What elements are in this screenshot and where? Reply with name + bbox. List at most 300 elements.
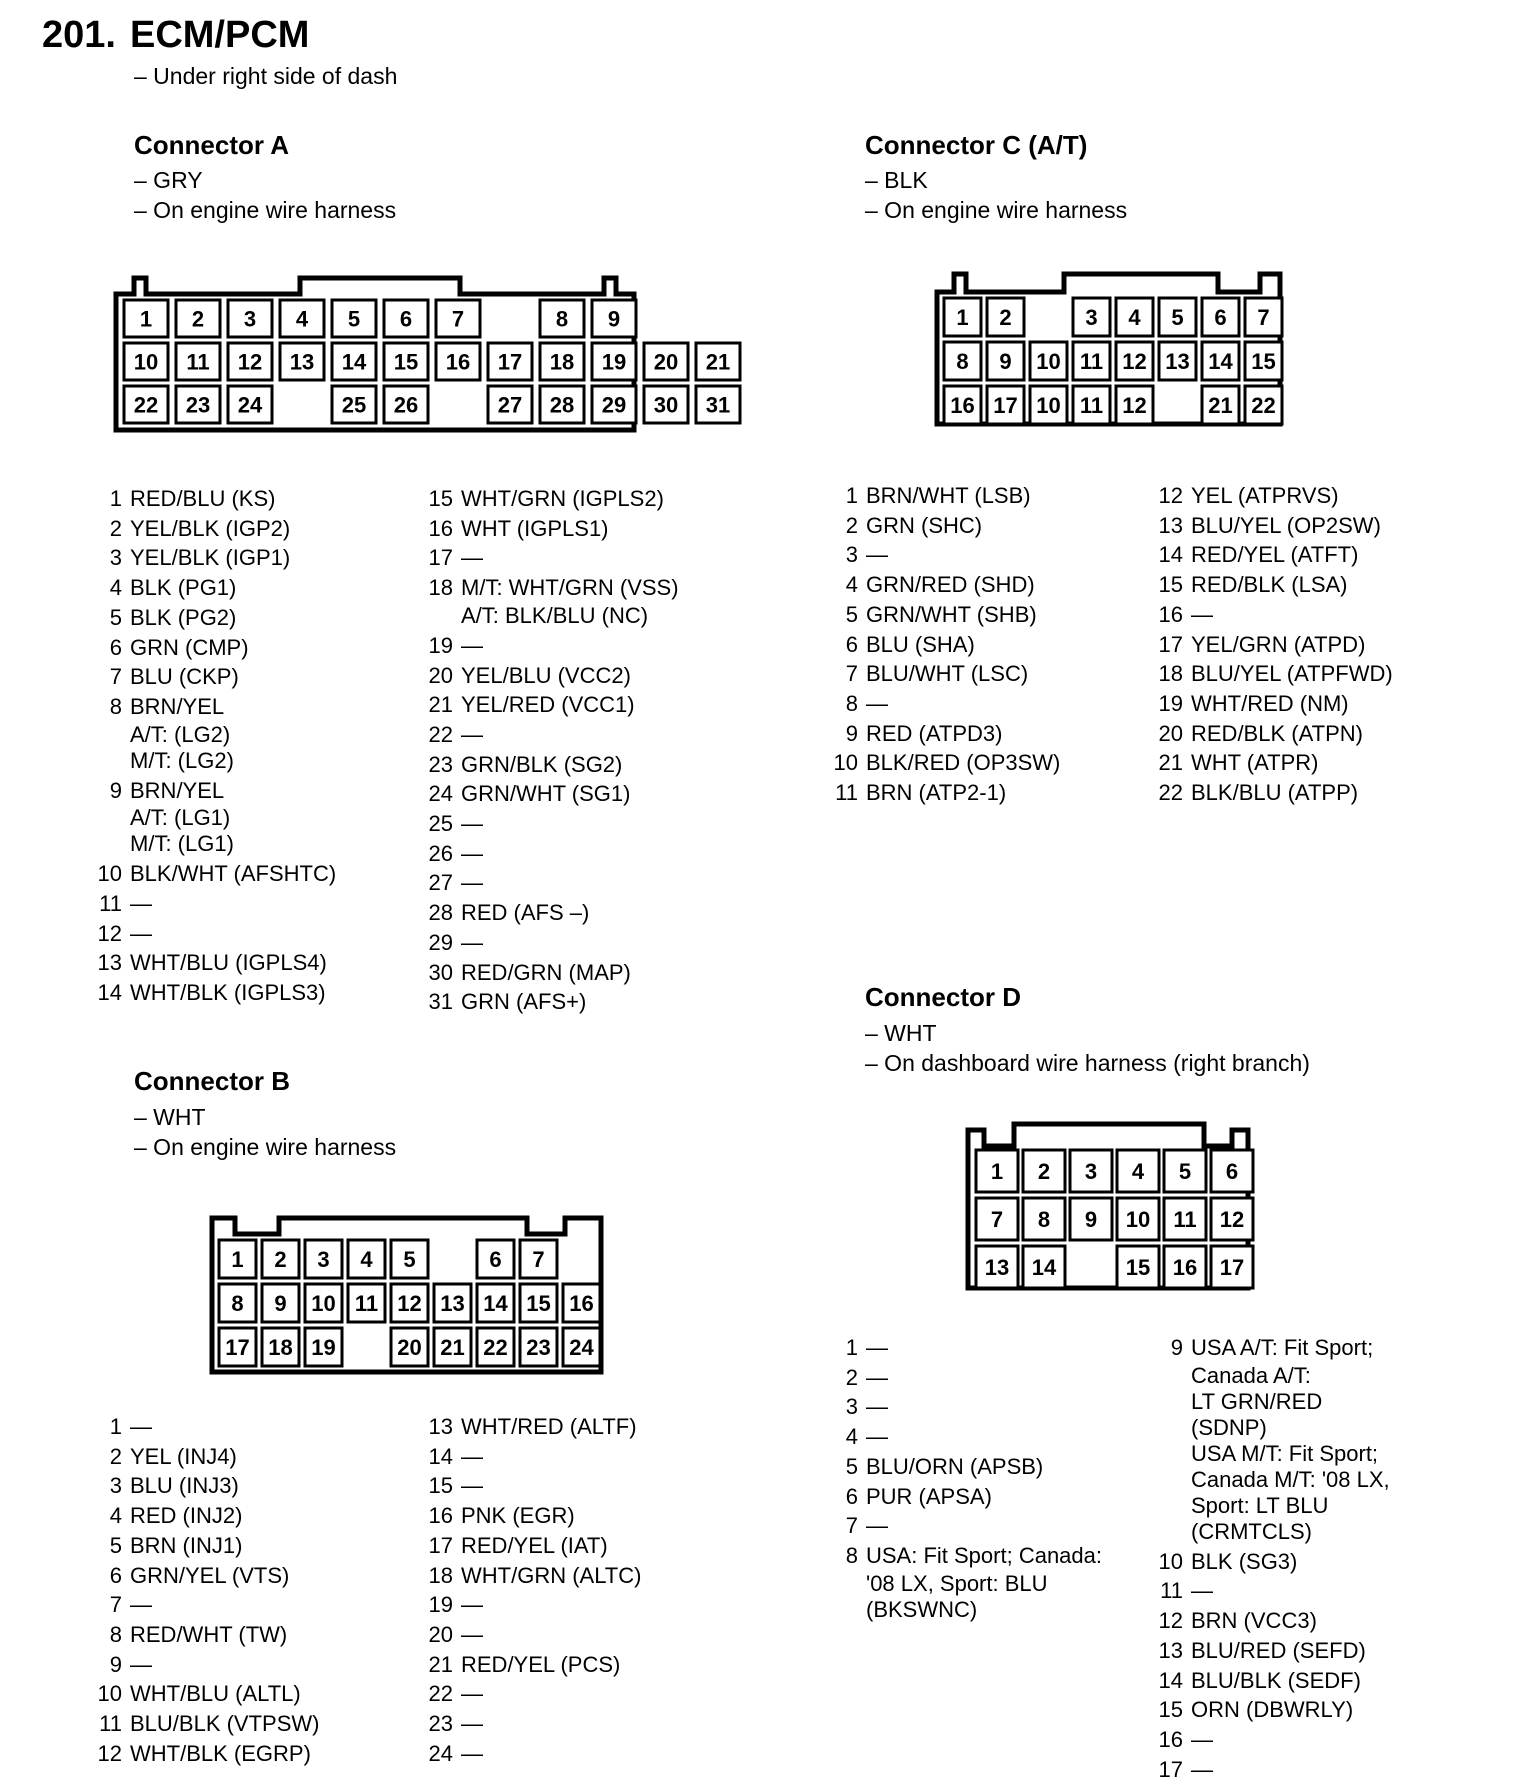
pin-description <box>130 1620 287 1650</box>
connector-a-cavity-number: 20 <box>653 349 679 375</box>
pin-number: 9 <box>845 720 858 746</box>
connector-a-color: – GRY <box>134 167 203 193</box>
connector-b-cavity-number: 8 <box>231 1290 244 1316</box>
pin-description-line: BLK (SG3) <box>1191 1548 1298 1574</box>
pin-description <box>461 898 589 928</box>
pin-number: 6 <box>109 1562 122 1588</box>
pin-number: 17 <box>1158 631 1183 657</box>
connector-c-cavity-number: 16 <box>950 392 975 418</box>
connector-a-cavity-number: 21 <box>705 349 731 375</box>
pin-description <box>461 1442 483 1472</box>
pin-number: 16 <box>1158 601 1183 627</box>
pin-row <box>96 859 336 889</box>
pin-row <box>96 662 336 692</box>
pin-description-line: GRN (AFS+) <box>461 989 587 1015</box>
connector-a-cavity-number: 31 <box>705 392 731 418</box>
pin-number: 21 <box>1158 750 1183 776</box>
pin-description-line: A/T: (LG1) <box>130 805 231 831</box>
connector-b-cavity-number: 12 <box>397 1290 422 1316</box>
pin-description-line: BLU/BLK (SEDF) <box>1191 1667 1361 1693</box>
connector-d-cavity-number: 13 <box>984 1254 1010 1280</box>
pin-number: 22 <box>428 721 453 747</box>
connector-b-cavity-number: 6 <box>489 1246 502 1272</box>
pin-description <box>130 484 275 514</box>
pin-number: 16 <box>1158 1726 1183 1752</box>
pin-description <box>130 1679 301 1709</box>
pin-number: 1 <box>109 486 122 511</box>
connector-c-cavity-number: 7 <box>1257 304 1270 330</box>
connector-c-cavity-number: 2 <box>999 304 1012 330</box>
pin-number: 17 <box>1158 1756 1183 1782</box>
pin-number: 12 <box>1158 1608 1183 1634</box>
pin-row <box>1157 1333 1390 1545</box>
pin-row <box>427 1442 641 1472</box>
pin-row <box>96 978 336 1008</box>
pin-description <box>1191 1333 1390 1545</box>
connector-a-cavity-number: 30 <box>653 392 679 418</box>
pin-description <box>1191 540 1358 570</box>
pin-description-line: BLU/WHT (LSC) <box>866 661 1029 687</box>
pin-row <box>832 1511 1102 1541</box>
pin-description-line: BLK (PG2) <box>130 604 237 630</box>
pin-description-line: BLU/BLK (VTPSW) <box>130 1711 320 1737</box>
connector-a-cavity-number: 28 <box>549 392 575 418</box>
connector-d-cavities <box>976 1150 1253 1288</box>
pin-number: 24 <box>428 1740 453 1766</box>
connector-c-harness: – On engine wire harness <box>865 197 1128 223</box>
pin-row <box>427 573 679 629</box>
connector-b-cavity-number: 14 <box>483 1290 508 1316</box>
pin-description-line: LT GRN/RED <box>1191 1388 1323 1414</box>
pin-number: 12 <box>1158 483 1183 508</box>
pin-description <box>461 1590 483 1620</box>
pin-number: 7 <box>109 1592 122 1618</box>
pin-description <box>461 779 630 809</box>
connector-a-cavity-number: 3 <box>243 306 257 332</box>
pin-number: 11 <box>1160 1578 1183 1604</box>
connector-b-cavity-number: 2 <box>274 1246 287 1272</box>
pin-number: 14 <box>1158 542 1183 568</box>
pin-description-line: — <box>1191 601 1213 627</box>
connector-c-cavity-number: 22 <box>1251 392 1276 418</box>
pin-number: 4 <box>845 1424 858 1450</box>
pin-description <box>866 600 1037 630</box>
pin-row <box>427 514 679 544</box>
pin-description <box>1191 630 1365 660</box>
pin-description <box>461 958 631 988</box>
pin-description <box>1191 570 1348 600</box>
pin-description-line: WHT/BLK (IGPLS3) <box>130 980 326 1006</box>
pin-description <box>130 889 152 919</box>
connector-a-cavity-number: 12 <box>237 349 263 375</box>
pin-row <box>427 1679 641 1709</box>
pin-row <box>96 1531 319 1561</box>
pin-number: 7 <box>845 1513 858 1539</box>
pin-description-line: YEL/BLK (IGP1) <box>130 545 291 571</box>
pin-number: 14 <box>428 1443 453 1469</box>
pin-description <box>130 1412 152 1442</box>
connector-b-cavity-number: 22 <box>483 1334 508 1360</box>
connector-a-pinlist-left <box>96 484 336 1008</box>
pin-row <box>96 692 336 774</box>
pin-description-line: WHT/GRN (ALTC) <box>461 1562 642 1588</box>
component-name: ECM/PCM <box>129 14 310 56</box>
connector-c-cavity-number: 1 <box>956 304 969 330</box>
connector-b-pinlist-right <box>427 1412 641 1768</box>
pin-number: 17 <box>428 545 453 571</box>
pin-description <box>461 661 631 691</box>
pin-row <box>427 1739 641 1769</box>
pin-row <box>96 889 336 919</box>
pin-row <box>427 661 679 691</box>
pin-row <box>832 570 1060 600</box>
connector-b-cavity-number: 23 <box>526 1334 551 1360</box>
pin-number: 6 <box>845 631 858 657</box>
pin-row <box>96 514 336 544</box>
pin-number: 15 <box>1158 1697 1183 1723</box>
pin-description-line: YEL (ATPRVS) <box>1191 483 1339 508</box>
pin-row <box>832 689 1060 719</box>
connector-d-face <box>962 1120 1262 1300</box>
pin-description-line: — <box>866 1335 888 1360</box>
pin-number: 19 <box>428 1592 453 1618</box>
pin-number: 12 <box>97 920 122 946</box>
pin-row <box>1157 540 1393 570</box>
connector-d-pinlist-right <box>1157 1333 1390 1784</box>
pin-description-line: USA A/T: Fit Sport; <box>1191 1335 1374 1360</box>
pin-description-line: YEL/BLK (IGP2) <box>130 515 291 541</box>
pin-number: 31 <box>428 989 453 1015</box>
connector-d-cavity-number: 10 <box>1125 1206 1151 1232</box>
pin-description <box>130 948 327 978</box>
pin-description <box>461 543 483 573</box>
connector-d-pinlist-left <box>832 1333 1102 1625</box>
pin-description <box>1191 1547 1297 1577</box>
pin-row <box>1157 719 1393 749</box>
pin-description-line: BLK (PG1) <box>130 575 237 601</box>
connector-b-cavity-number: 5 <box>403 1246 416 1272</box>
pin-number: 3 <box>109 545 122 571</box>
component-number: 201. <box>42 14 116 56</box>
pin-number: 8 <box>845 690 858 716</box>
pin-number: 9 <box>1170 1335 1183 1360</box>
pin-row <box>427 484 679 514</box>
pin-description <box>130 1590 152 1620</box>
pin-row <box>96 1412 319 1442</box>
pin-number: 9 <box>109 1651 122 1677</box>
connector-c-face <box>930 268 1290 438</box>
pin-number: 26 <box>428 840 453 866</box>
pin-description-line: PUR (APSA) <box>866 1483 992 1509</box>
connector-b-cavity-number: 18 <box>268 1334 293 1360</box>
pin-description-line: BLK/WHT (AFSHTC) <box>130 861 337 887</box>
pin-row <box>427 958 679 988</box>
pin-description-line: YEL/BLU (VCC2) <box>461 662 631 688</box>
pin-description-line: RED (INJ2) <box>130 1503 243 1529</box>
pin-description <box>130 978 326 1008</box>
pin-description <box>130 603 236 633</box>
pin-description-line: WHT/RED (NM) <box>1191 690 1349 716</box>
pin-number: 10 <box>97 1681 122 1707</box>
pin-number: 19 <box>1158 690 1183 716</box>
pin-number: 16 <box>428 515 453 541</box>
pin-row <box>1157 778 1393 808</box>
connector-a-title: Connector A <box>134 130 290 160</box>
connector-c-cavity-number: 12 <box>1122 348 1147 374</box>
pin-row <box>96 1442 319 1472</box>
pin-description <box>130 1442 237 1472</box>
connector-d-cavity-number: 12 <box>1219 1206 1245 1232</box>
connector-a-cavity-number: 10 <box>133 349 159 375</box>
pin-number: 13 <box>428 1414 453 1439</box>
connector-c-cavity-number: 21 <box>1208 392 1233 418</box>
pin-number: 10 <box>97 861 122 887</box>
pin-description <box>866 1422 888 1452</box>
pin-number: 19 <box>428 632 453 658</box>
pin-row <box>427 1620 641 1650</box>
pin-description-line: A/T: (LG2) <box>130 721 231 747</box>
connector-a-face <box>110 268 731 438</box>
pin-row <box>427 1471 641 1501</box>
connector-b-cavities <box>219 1240 600 1366</box>
pin-description-line: — <box>130 1414 152 1439</box>
pin-number: 22 <box>428 1681 453 1707</box>
pin-description <box>461 1739 483 1769</box>
pin-row <box>832 600 1060 630</box>
pin-description-line: M/T: (LG2) <box>130 747 234 773</box>
pin-number: 1 <box>845 483 858 508</box>
connector-b-pinlist-left <box>96 1412 319 1768</box>
pin-description <box>461 1679 483 1709</box>
pin-number: 14 <box>97 980 122 1006</box>
pin-description-line: M/T: WHT/GRN (VSS) <box>461 575 679 601</box>
pin-number: 16 <box>428 1503 453 1529</box>
pin-description <box>130 662 239 692</box>
pin-description <box>461 868 483 898</box>
pin-description-line: BRN (INJ1) <box>130 1532 243 1558</box>
connector-a-cavity-number: 5 <box>347 306 361 332</box>
pin-number: 23 <box>428 1711 453 1737</box>
pin-number: 1 <box>109 1414 122 1439</box>
pin-description-line: — <box>130 1592 152 1618</box>
connector-b-cavity-number: 10 <box>311 1290 336 1316</box>
pin-description <box>866 511 982 541</box>
pin-description <box>866 570 1035 600</box>
pin-description <box>130 573 236 603</box>
pin-row <box>832 540 1060 570</box>
pin-description <box>461 809 483 839</box>
connector-a-cavity-number: 29 <box>601 392 627 418</box>
pin-row <box>427 1709 641 1739</box>
pin-number: 3 <box>845 1394 858 1420</box>
pin-row <box>1157 689 1393 719</box>
pin-description-line: RED/BLK (ATPN) <box>1191 720 1363 746</box>
pin-row <box>96 484 336 514</box>
pin-number: 5 <box>109 604 122 630</box>
connector-a-pinlist-right <box>427 484 679 1017</box>
pin-description <box>461 514 609 544</box>
pin-description-line: M/T: (LG1) <box>130 831 234 857</box>
pin-description-line: — <box>866 1513 888 1539</box>
pin-description <box>130 633 249 663</box>
connector-a-cavity-number: 2 <box>191 306 205 332</box>
connector-a-cavity-number: 23 <box>185 392 211 418</box>
pin-number: 7 <box>845 661 858 687</box>
pin-row <box>832 481 1060 511</box>
connector-b-cavity-number: 16 <box>569 1290 594 1316</box>
pin-description-line: — <box>461 721 483 747</box>
pin-description-line: ORN (DBWRLY) <box>1191 1697 1354 1723</box>
connector-b-cavity-number: 20 <box>397 1334 422 1360</box>
pin-description <box>1191 1606 1317 1636</box>
pin-description <box>461 1471 483 1501</box>
connector-c-cavity-number: 14 <box>1208 348 1233 374</box>
pin-description <box>461 750 622 780</box>
pin-description-line: BLU (CKP) <box>130 664 239 690</box>
pin-description-line: — <box>461 1681 483 1707</box>
pin-description-line: BRN (VCC3) <box>1191 1608 1317 1634</box>
pin-description <box>866 1392 888 1422</box>
connector-d-cavity-number: 15 <box>1125 1254 1151 1280</box>
pin-number: 17 <box>428 1532 453 1558</box>
pin-number: 2 <box>109 515 122 541</box>
pin-description-line: WHT/RED (ALTF) <box>461 1414 637 1439</box>
pin-description-line: (BKSWNC) <box>866 1596 978 1622</box>
pin-row <box>427 898 679 928</box>
pin-description <box>130 1501 242 1531</box>
pin-description <box>461 839 483 869</box>
pin-row <box>427 720 679 750</box>
pin-number: 8 <box>109 1621 122 1647</box>
connector-a-cavity-number: 16 <box>445 349 471 375</box>
pin-description <box>866 1452 1043 1482</box>
pin-description <box>866 1541 1102 1623</box>
pin-row <box>427 750 679 780</box>
pin-description-line: RED/BLK (LSA) <box>1191 572 1348 598</box>
pin-number: 2 <box>845 512 858 538</box>
pin-number: 18 <box>428 1562 453 1588</box>
connector-b-cavity-number: 9 <box>274 1290 287 1316</box>
pin-description-line: — <box>461 1740 483 1766</box>
connector-a-cavity-number: 7 <box>451 306 465 332</box>
pin-description-line: USA: Fit Sport; Canada: <box>866 1542 1102 1568</box>
connector-b-cavity-number: 3 <box>317 1246 330 1272</box>
pin-description <box>866 540 888 570</box>
pin-row <box>1157 1547 1390 1577</box>
pin-description-line: — <box>461 1621 483 1647</box>
pin-row <box>1157 600 1393 630</box>
pin-row <box>832 778 1060 808</box>
pin-number: 2 <box>109 1443 122 1469</box>
pin-row <box>96 948 336 978</box>
connector-c-pinlist-right <box>1157 481 1393 808</box>
pin-description <box>1191 748 1319 778</box>
pin-row <box>96 1650 319 1680</box>
pin-description <box>461 1501 575 1531</box>
pin-row <box>832 1363 1102 1393</box>
pin-number: 11 <box>835 780 858 806</box>
pin-description-line: RED/YEL (PCS) <box>461 1651 621 1677</box>
connector-d-cavity-number: 6 <box>1225 1158 1239 1184</box>
pin-number: 7 <box>109 664 122 690</box>
pin-description-line: — <box>461 811 483 837</box>
pin-description-line: YEL/RED (VCC1) <box>461 692 635 718</box>
connector-c-cavity-number: 3 <box>1085 304 1098 330</box>
pin-description-line: WHT (IGPLS1) <box>461 515 609 541</box>
pin-row <box>832 1392 1102 1422</box>
pin-number: 28 <box>428 900 453 926</box>
connector-b-cavity-number: 17 <box>225 1334 250 1360</box>
connector-c-cavity-number: 15 <box>1251 348 1276 374</box>
pin-number: 18 <box>1158 661 1183 687</box>
pin-number: 5 <box>845 601 858 627</box>
pin-description-line: — <box>866 1364 888 1390</box>
pin-row <box>1157 511 1393 541</box>
pin-description <box>461 1650 620 1680</box>
pin-description-line: — <box>461 1473 483 1499</box>
pin-row <box>96 1620 319 1650</box>
connector-d-cavity-number: 11 <box>1173 1206 1197 1232</box>
pin-description <box>866 689 888 719</box>
pin-description-line: RED/WHT (TW) <box>130 1621 288 1647</box>
pin-description <box>130 1531 242 1561</box>
connector-d-cavity-number: 8 <box>1037 1206 1051 1232</box>
component-location: – Under right side of dash <box>134 63 398 89</box>
pin-number: 25 <box>428 811 453 837</box>
pin-description-line: WHT/GRN (IGPLS2) <box>461 486 664 511</box>
pin-description <box>461 987 586 1017</box>
pin-description-line: Sport: LT BLU <box>1191 1492 1329 1518</box>
connector-c-title: Connector C (A/T) <box>865 130 1088 160</box>
pin-row <box>832 1422 1102 1452</box>
pin-number: 10 <box>1158 1548 1183 1574</box>
pin-description-line: RED/GRN (MAP) <box>461 959 631 985</box>
pin-description <box>866 630 975 660</box>
connector-a-cavity-number: 11 <box>186 349 210 375</box>
pin-number: 20 <box>428 662 453 688</box>
pin-description-line: (CRMTCLS) <box>1191 1518 1312 1544</box>
pin-description-line: GRN (SHC) <box>866 512 983 538</box>
pin-number: 8 <box>845 1542 858 1568</box>
pin-number: 9 <box>109 777 122 803</box>
pin-number: 30 <box>428 959 453 985</box>
pin-description <box>130 514 290 544</box>
pin-row <box>1157 1755 1390 1785</box>
pin-description-line: RED/YEL (IAT) <box>461 1532 608 1558</box>
pin-number: 20 <box>428 1621 453 1647</box>
pin-description <box>1191 600 1213 630</box>
pin-description-line: — <box>461 929 483 955</box>
connector-b-title: Connector B <box>134 1066 290 1096</box>
connector-a-cavity-number: 14 <box>341 349 367 375</box>
pin-row <box>1157 481 1393 511</box>
pin-description-line: — <box>461 1443 483 1469</box>
pin-row <box>96 919 336 949</box>
connector-a-cavity-number: 15 <box>393 349 419 375</box>
pin-description <box>1191 689 1349 719</box>
pin-description <box>1191 1695 1353 1725</box>
pin-description <box>866 1333 888 1363</box>
pin-description-line: GRN (CMP) <box>130 634 249 660</box>
connector-d-cavity-number: 16 <box>1172 1254 1198 1280</box>
pin-description <box>130 859 336 889</box>
pin-row <box>832 719 1060 749</box>
pin-description-line: YEL/GRN (ATPD) <box>1191 631 1366 657</box>
pin-row <box>1157 1725 1390 1755</box>
pin-row <box>1157 1666 1390 1696</box>
connector-b-face <box>205 1210 615 1380</box>
connector-c-cavity-number: 8 <box>956 348 969 374</box>
